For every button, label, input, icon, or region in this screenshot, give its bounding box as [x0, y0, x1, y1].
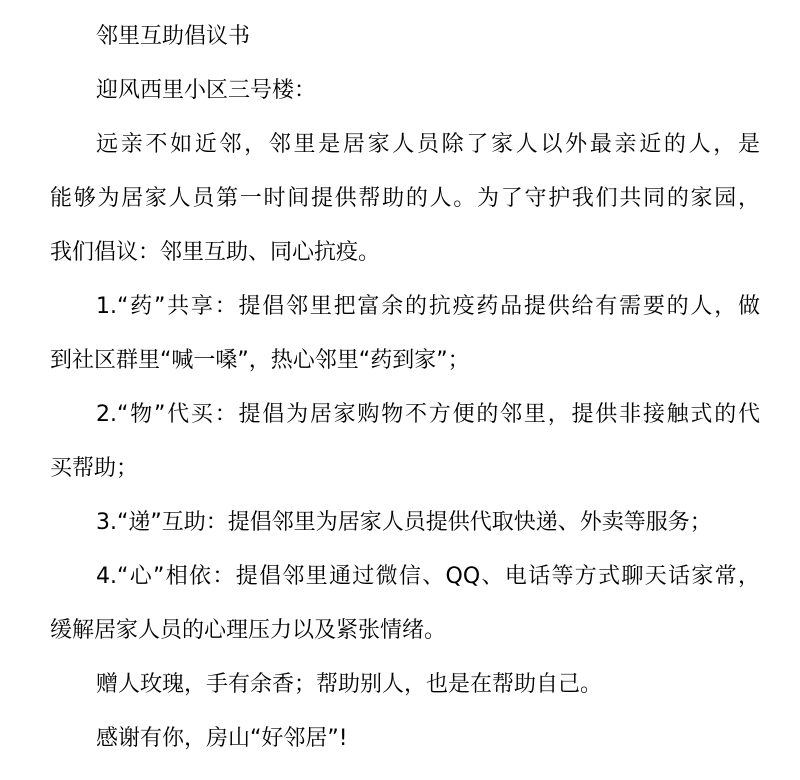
document-title: 邻里互助倡议书	[96, 24, 251, 49]
paragraph-line: 缓解居家人员的心理压力以及紧张情绪。	[50, 618, 447, 643]
proposal-document	[50, 10, 760, 766]
paragraph-intro	[50, 118, 760, 280]
paragraph-line: 2.“物”代买：提倡为居家购物不方便的邻里，提供非接触式的代	[96, 402, 760, 427]
paragraph-line: 买帮助；	[50, 456, 139, 481]
paragraph-item-3	[50, 496, 760, 550]
paragraph-line: 远亲不如近邻，邻里是居家人员除了家人以外最亲近的人，是	[96, 132, 760, 157]
paragraph-item-2	[50, 388, 760, 496]
salutation: 迎风西里小区三号楼：	[96, 78, 317, 103]
paragraph-line: 1.“药”共享：提倡邻里把富余的抗疫药品提供给有需要的人，做	[96, 294, 760, 319]
closing-line: 赠人玫瑰，手有余香；帮助别人，也是在帮助自己。	[96, 672, 603, 697]
paragraph-line: 我们倡议：邻里互助、同心抗疫。	[50, 240, 381, 265]
paragraph-item-1	[50, 280, 760, 388]
paragraph-line: 4.“心”相依：提倡邻里通过微信、QQ、电话等方式聊天话家常，	[96, 564, 760, 589]
paragraph-line: 到社区群里“喊一嗓”，热心邻里“药到家”；	[50, 348, 470, 373]
paragraph-line: 3.“递”互助：提倡邻里为居家人员提供代取快递、外卖等服务；	[96, 510, 712, 535]
closing-line: 感谢有你，房山“好邻居”!	[96, 726, 348, 751]
paragraph-item-4	[50, 550, 760, 658]
paragraph-line: 能够为居家人员第一时间提供帮助的人。为了守护我们共同的家园，	[50, 186, 760, 211]
